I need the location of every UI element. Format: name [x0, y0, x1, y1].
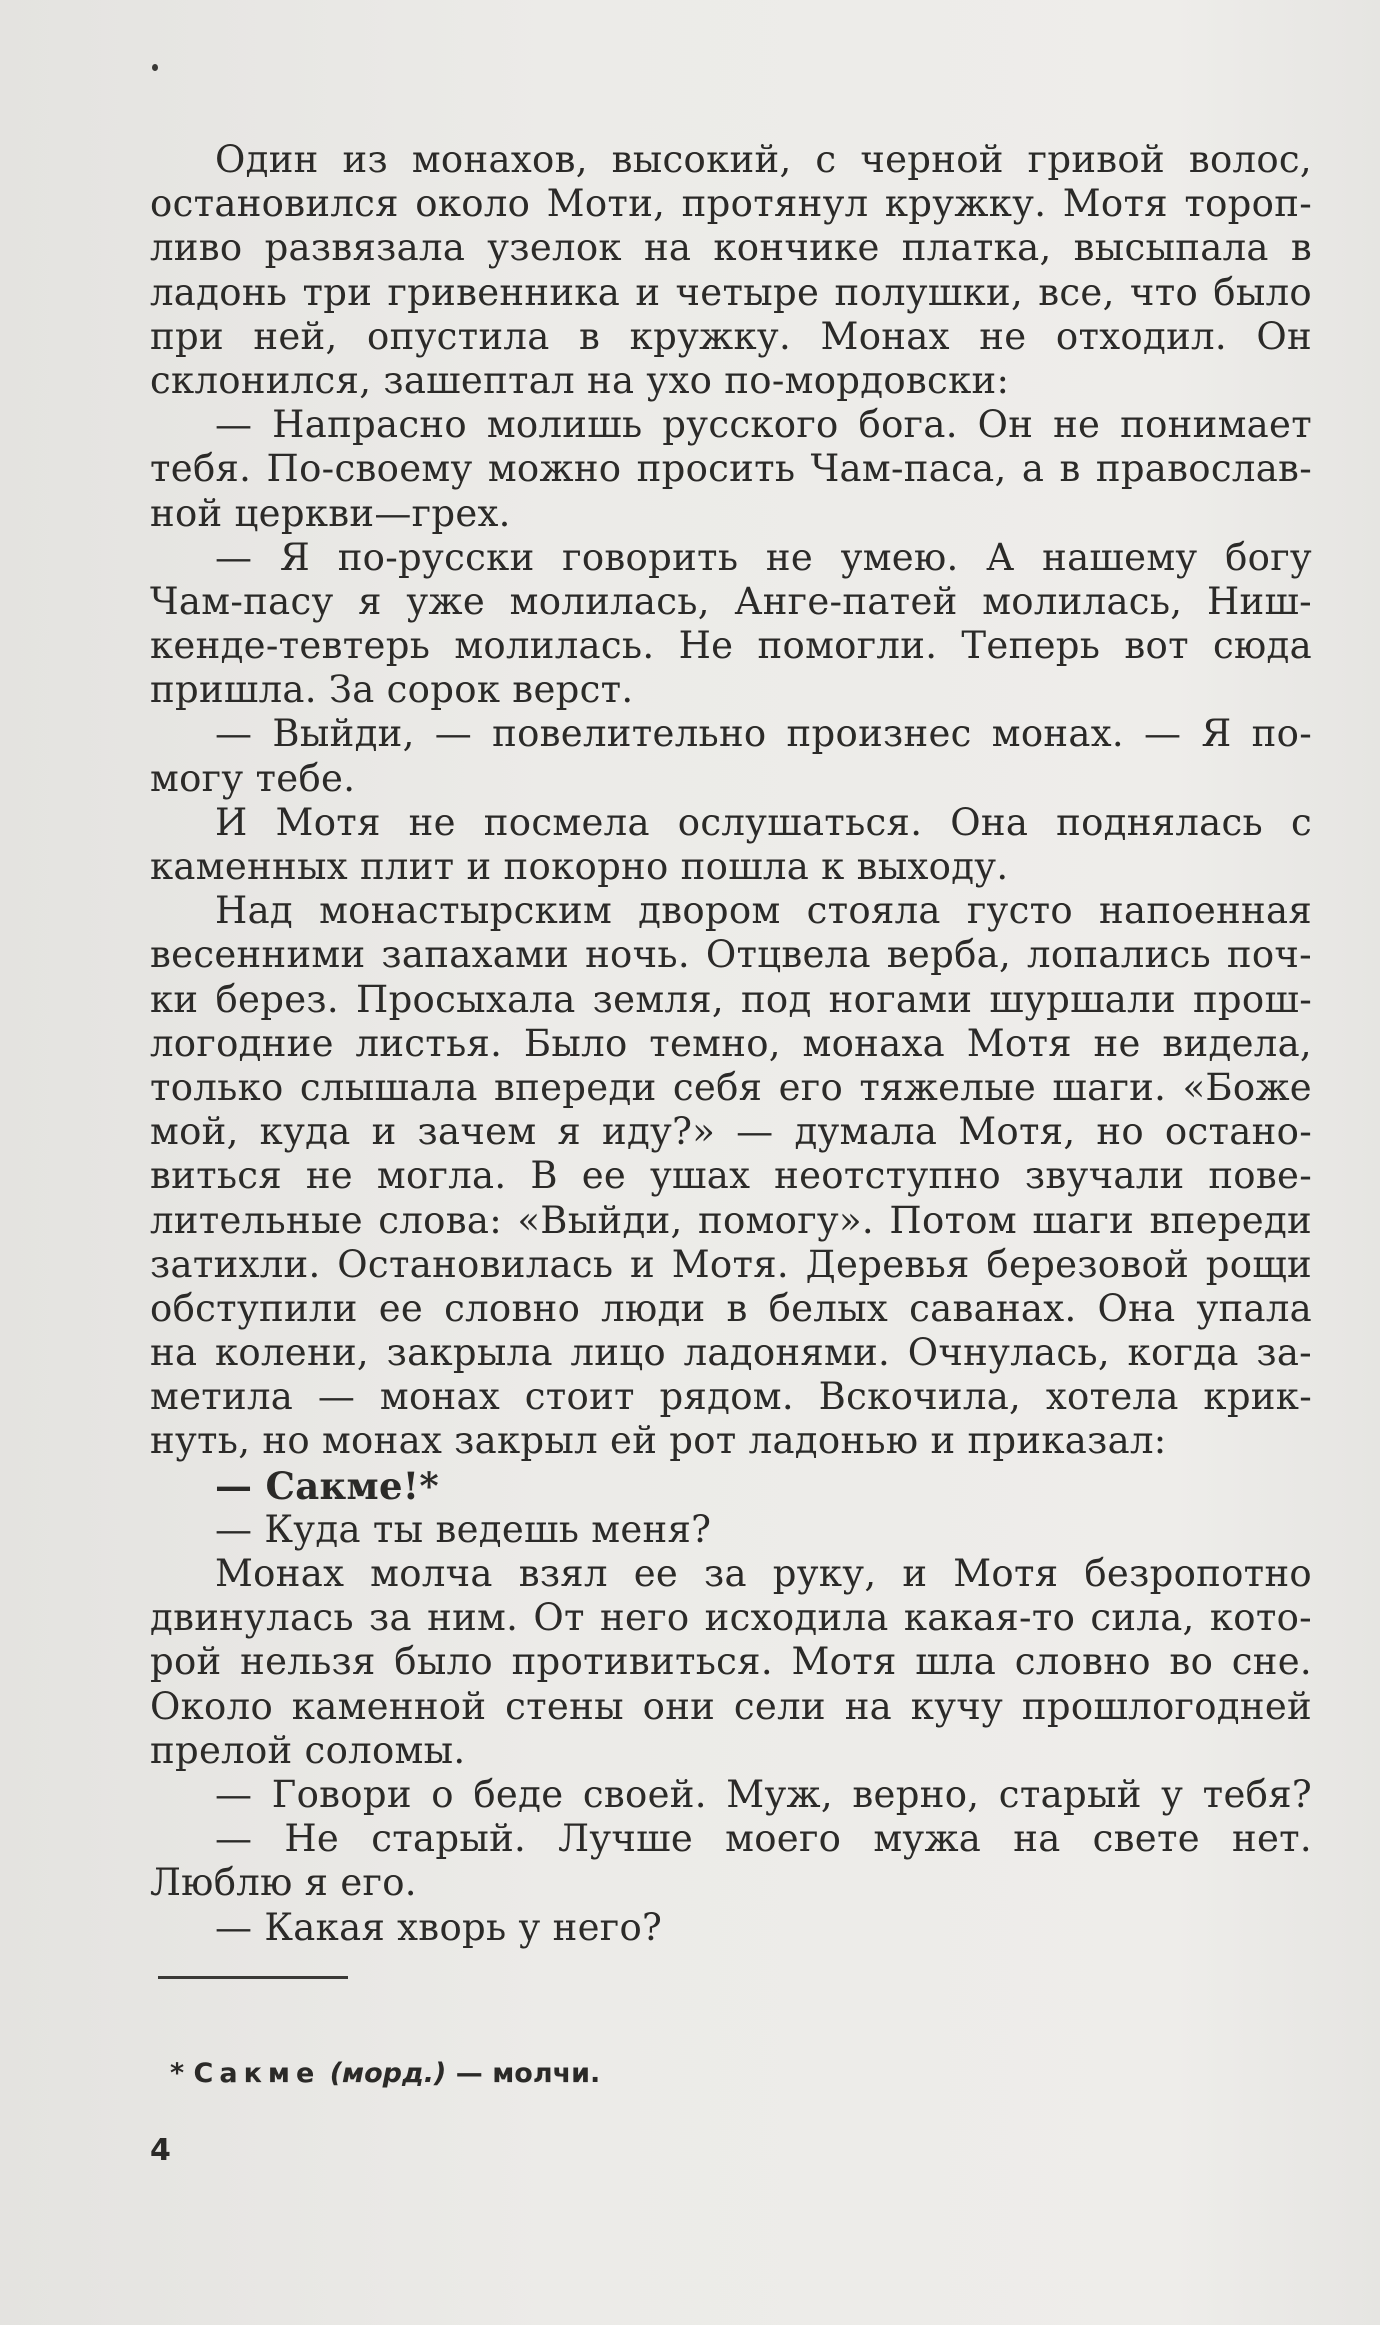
text-line: ной церкви—грех.: [150, 491, 511, 535]
text-line: прелой соломы.: [150, 1728, 466, 1772]
text-line: Люблю я его.: [150, 1861, 417, 1905]
footnote: [170, 2058, 600, 2089]
text-line: ладонь три гривенника и четыре полушки, все, что было: [150, 270, 1312, 314]
text-line: — Сакме!*: [215, 1463, 439, 1508]
footnote-abbreviation: (морд.): [329, 2058, 447, 2089]
print-speck: [152, 64, 158, 71]
text-line: метила — монах стоит рядом. Вскочила, хотела крик-: [150, 1375, 1312, 1419]
text-line: Чам-пасу я уже молилась, Анге-патей молилась, Ниш-: [150, 579, 1312, 623]
text-line: — Какая хворь у него?: [215, 1905, 663, 1949]
text-line: затихли. Остановилась и Мотя. Деревья березовой рощи: [150, 1242, 1312, 1286]
text-line: тебя. По-своему можно просить Чам-паса, а в православ-: [150, 447, 1312, 491]
text-line: — Напрасно молишь русского бога. Он не понимает: [215, 403, 1312, 447]
text-line: — Не старый. Лучше моего мужа на свете нет.: [215, 1817, 1312, 1861]
text-line: — Выйди, — повелительно произнес монах. — Я по-: [215, 712, 1312, 756]
text-line: Один из монахов, высокий, с черной гривой волос,: [215, 138, 1312, 181]
text-line: лительные слова: «Выйди, помогу». Потом шаги впереди: [150, 1198, 1312, 1242]
text-line: только слышала впереди себя его тяжелые шаги. «Боже: [150, 1065, 1312, 1109]
text-line: пришла. За сорок верст.: [150, 668, 634, 712]
text-line: ливо развязала узелок на кончике платка, высыпала в: [150, 226, 1312, 270]
text-line: нуть, но монах закрыл ей рот ладонью и приказал:: [150, 1419, 1167, 1463]
text-line: ки берез. Просыхала земля, под ногами шуршали прош-: [150, 977, 1312, 1021]
text-line: — Куда ты ведешь меня?: [215, 1507, 712, 1551]
text-line: Над монастырским двором стояла густо напоенная: [215, 889, 1312, 933]
footnote-marker: *: [170, 2058, 185, 2089]
text-line: склонился, зашептал на ухо по-мордовски:: [150, 358, 1010, 402]
text-line: Монах молча взял ее за руку, и Мотя безропотно: [215, 1552, 1312, 1595]
text-line: Около каменной стены они сели на кучу прошлогодней: [150, 1684, 1312, 1728]
text-line: обступили ее словно люди в белых саванах. Она упала: [150, 1286, 1312, 1330]
text-line: рой нельзя было противиться. Мотя шла словно во сне.: [150, 1640, 1312, 1684]
footnote-divider: [158, 1976, 348, 1979]
text-line: кенде-тевтерь молилась. Не помогли. Теперь вот сюда: [150, 624, 1312, 668]
text-line: логодние листья. Было темно, монаха Мотя не видела,: [150, 1021, 1312, 1065]
text-line: двинулась за ним. От него исходила какая-то сила, кото-: [150, 1596, 1312, 1640]
text-line: при ней, опустила в кружку. Монах не отходил. Он: [150, 314, 1312, 358]
text-line: И Мотя не посмела ослушаться. Она поднялась с: [215, 800, 1312, 844]
text-line: каменных плит и покорно пошла к выходу.: [150, 845, 1009, 888]
text-line: — Я по-русски говорить не умею. А нашему богу: [215, 535, 1312, 579]
text-line: мой, куда и зачем я иду?» — думала Мотя, но остано-: [150, 1110, 1312, 1154]
text-line: на колени, закрыла лицо ладонями. Очнулась, когда за-: [150, 1331, 1312, 1375]
text-line: виться не могла. В ее ушах неотступно звучали пове-: [150, 1154, 1312, 1198]
text-line: остановился около Моти, протянул кружку. Мотя тороп-: [150, 182, 1312, 226]
text-line: могу тебе.: [150, 756, 356, 800]
footnote-definition: — молчи.: [455, 2058, 601, 2089]
main-text: [150, 138, 1312, 1950]
text-line: весенними запахами ночь. Отцвела верба, лопались поч-: [150, 933, 1312, 977]
text-line: — Говори о беде своей. Муж, верно, старый у тебя?: [215, 1772, 1312, 1816]
page-number: 4: [150, 2133, 171, 2168]
footnote-term: Сакме: [193, 2058, 321, 2089]
